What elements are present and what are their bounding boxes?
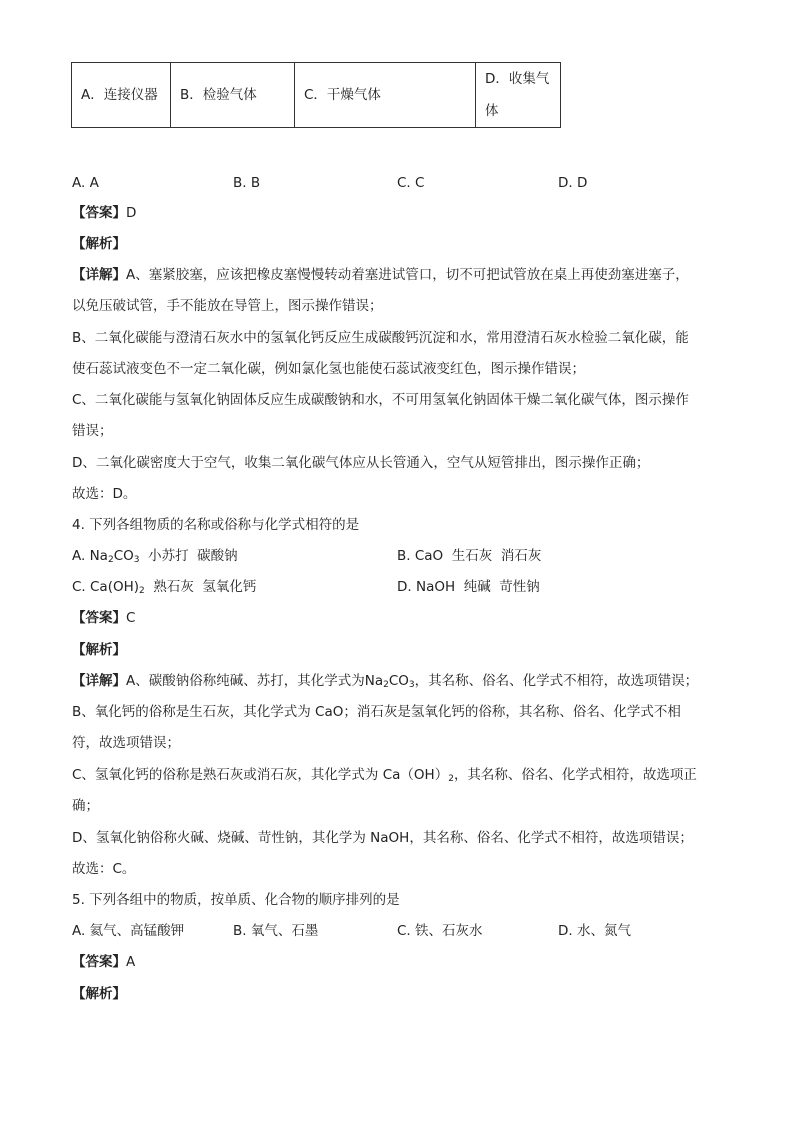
table-row [72,63,561,128]
table-cell-b: B．检验气体 [171,63,295,128]
formula-part: CO [388,673,409,689]
q3-option-d: D. D [558,175,588,191]
q4-detail-line [72,671,698,695]
q5-stem: 5. 下列各组中的物质，按单质、化合物的顺序排列的是 [72,892,400,908]
subscript: 2 [107,555,114,565]
answer-tag: 【答案】 [72,954,126,970]
q4-option-d: D. NaOH 纯碱 苛性钠 [397,579,540,595]
q5-option-a: A. 氦气、高锰酸钾 [72,923,185,939]
detail-text: ，其名称、俗名、化学式不相符，故选项错误； [414,673,699,689]
q3-line: B、二氧化碳能与澄清石灰水中的氢氧化钙反应生成碳酸钙沉淀和水，常用澄清石灰水检验二氧化碳，能 [72,330,689,346]
q3-option-a: A. A [72,175,99,191]
subscript: 3 [408,680,415,690]
q3-line: 以免压破试管，手不能放在导管上，图示操作错误； [72,298,383,314]
q5-analysis-tag: 【解析】 [72,986,126,1002]
q4-option-b: B. CaO 生石灰 消石灰 [397,548,542,564]
table-cell-d: D．收集气体 [476,63,561,128]
q5-option-d: D. 水、氮气 [558,923,631,939]
q3-option-b: B. B [233,175,261,191]
detail-text: ，其名称、俗名、化学式相符，故选项正 [453,767,697,783]
option-text: 熟石灰 氢氧化钙 [144,579,257,595]
detail-text: C、氢氧化钙的俗称是熟石灰或消石灰，其化学式为 Ca（OH） [72,767,449,783]
q5-option-c: C. 铁、石灰水 [397,923,483,939]
subscript: 2 [383,680,389,690]
q4-line: B、氧化钙的俗称是生石灰，其化学式为 CaO；消石灰是氢氧化钙的俗称，其名称、俗名、化学式不相 [72,704,681,720]
table-cell-a: A．连接仪器 [72,63,171,128]
subscript: 2 [448,774,454,784]
answer-value: D [126,205,137,221]
q3-line: 错误； [72,423,113,439]
answer-value: C [126,610,136,626]
q3-line: D、二氧化碳密度大于空气，收集二氧化碳气体应从长管通入，空气从短管排出，图示操作正确； [72,455,650,471]
detail-text: A、塞紧胶塞，应该把橡皮塞慢慢转动着塞进试管口，切不可把试管放在桌上再使劲塞进塞子， [126,267,689,283]
q4-line: 确； [72,798,99,814]
q4-option-a [72,546,238,570]
answer-value: A [126,954,136,970]
q4-answer [72,608,135,628]
q4-line: 故选：C。 [72,861,136,877]
formula-part: CO [113,548,134,564]
formula-part: C. Ca(OH) [72,579,140,595]
answer-tag: 【答案】 [72,610,126,626]
options-table [71,62,561,128]
q4-analysis-tag: 【解析】 [72,642,126,658]
detail-tag: 【详解】 [72,673,126,689]
detail-tag: 【详解】 [72,267,126,283]
q4-line: D、氢氧化钠俗称火碱、烧碱、苛性钠，其化学为 NaOH，其名称、俗名、化学式不相符，故选项错误； [72,830,693,846]
detail-text: A、碳酸钠俗称纯碱、苏打，其化学式为Na [126,673,384,689]
formula-part: A. Na [72,548,108,564]
q4-stem: 4. 下列各组物质的名称或俗称与化学式相符的是 [72,517,360,533]
q3-line: C、二氧化碳能与氢氧化钠固体反应生成碳酸钠和水，不可用氢氧化钠固体干燥二氧化碳气体，图示操作 [72,392,689,408]
q5-answer [72,952,135,972]
q4-line: 符，故选项错误； [72,735,180,751]
table-cell-c: C．干燥气体 [295,63,476,128]
q3-detail-line [72,265,689,285]
q3-line: 故选：D。 [72,486,137,502]
q3-line: 使石蕊试液变色不一定二氧化碳，例如氯化氢也能使石蕊试液变红色，图示操作错误； [72,361,585,377]
q5-option-b: B. 氧气、石墨 [233,923,319,939]
answer-tag: 【答案】 [72,205,126,221]
q3-answer [72,203,136,223]
q4-line [72,765,697,789]
q4-option-c [72,577,256,601]
q3-option-c: C. C [397,175,425,191]
option-text: 小苏打 碳酸钠 [139,548,238,564]
subscript: 3 [133,555,140,565]
q3-analysis-tag: 【解析】 [72,236,126,252]
subscript: 2 [139,586,145,596]
